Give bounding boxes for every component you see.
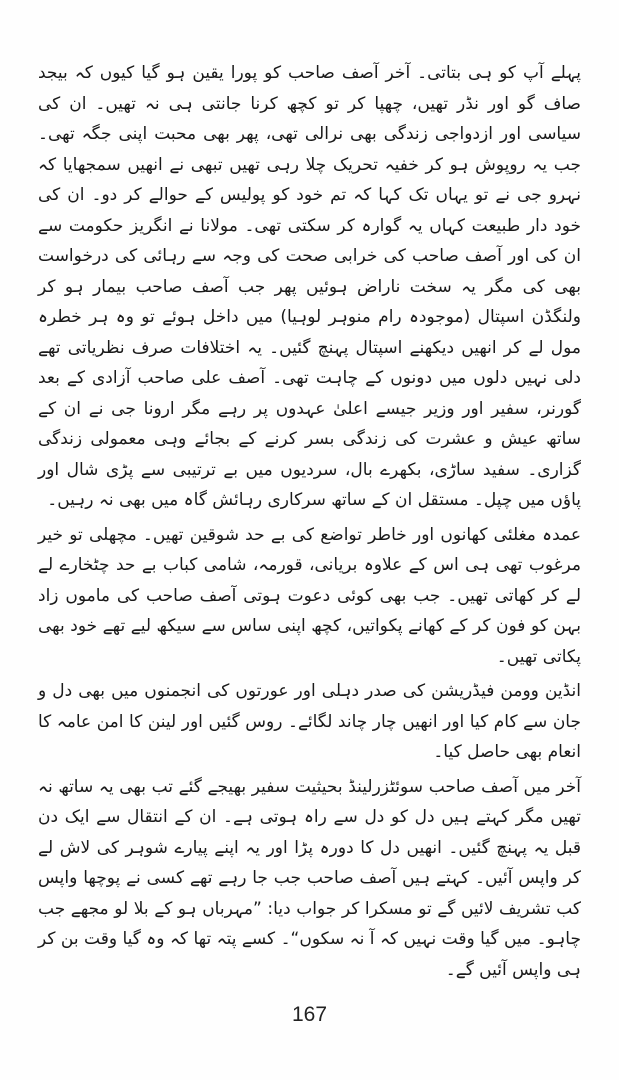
body-text (38, 58, 581, 985)
page-number: 167 (291, 1003, 328, 1026)
paragraph: عمدہ مغلئی کھانوں اور خاطر تواضع کی بے حد شوقین تھیں۔ مچھلی تو خیر مرغوب تھی ہی اس کے علاوہ بریانی، قورمہ، شامی کباب بے حد چٹخارے لے لے کر کھاتی تھیں۔ جب بھی کوئی دعوت ہوتی آصف صاحب کی ماموں زاد بہن کو فون کر کے کھانے پکواتیں، کچھ اپنی ساس سے سیکھ لیے تھے خود بھی پکاتی تھیں۔ (38, 524, 581, 667)
paragraph: پہلے آپ کو ہی بتاتی۔ آخر آصف صاحب کو پورا یقین ہو گیا کیوں کہ بیجد صاف گو اور نڈر تھیں، چھپا کر تو کچھ کرنا جانتی ہی نہ تھیں۔ ان کی سیاسی اور ازدواجی زندگی بھی نرالی تھی، پھر بھی محبت اپنی جگہ تھی۔ جب یہ روپوش ہو کر خفیہ تحریک چلا رہی تھیں تبھی نے انھیں سمجھایا کہ نہرو جی نے تو یہاں تک کہا کہ تم خود کو پولیس کے حوالے کر دو۔ ان کی خود دار طبیعت کہاں یہ گوارہ کر سکتی تھی۔ مولانا نے انگریز حکومت سے ان کی اور آصف صاحب کی خرابی صحت کی وجہ سے رہائی کی درخواست بھی کی مگر یہ سخت ناراض ہوئیں پھر جب آصف صاحب بیمار ہو کر ولنگڈن اسپتال (موجودہ رام منوہر لوہیا) میں داخل ہوئے تو وہ ہر خطرہ مول لے کر انھیں دیکھنے اسپتال پہنچ گئیں۔ یہ اختلافات صرف نظریاتی تھے دلی نہیں دلوں میں دونوں کے چاہت تھی۔ آصف علی صاحب آزادی کے بعد گورنر، سفیر اور وزیر جیسے اعلیٰ عہدوں پر رہے مگر ارونا جی نے ان کے ساتھ عیش و عشرت کی زندگی بسر کرنے کے بجائے وہی معمولی زندگی گزاری۔ سفید ساڑی، بکھرے بال، سردیوں میں بے ترتیبی سے پڑی شال اور پاؤں میں چپل۔ مستقل ان کے ساتھ سرکاری رہائش گاہ میں بھی نہ رہیں۔ (38, 63, 581, 510)
paragraph: انڈین وومن فیڈریشن کی صدر دہلی اور عورتوں کی انجمنوں میں بھی دل و جان سے کام کیا اور انھیں چار چاند لگائے۔ روس گئیں اور لینن کا امن عامہ کا انعام بھی حاصل کیا۔ (38, 681, 581, 762)
paragraph: آخر میں آصف صاحب سوئٹزرلینڈ بحیثیت سفیر بھیجے گئے تب بھی یہ ساتھ نہ تھیں مگر کہتے ہیں دل کو دل سے راہ ہوتی ہے۔ ان کے انتقال سے ایک دن قبل یہ پہنچ گئیں۔ انھیں دل کا دورہ پڑا اور یہ اپنے پیارے شوہر کی لاش لے کر واپس آئیں۔ کہتے ہیں آصف صاحب جب جا رہے تھے کسی نے پوچھا واپس کب تشریف لائیں گے تو مسکرا کر جواب دیا: ”مہرباں ہو کے بلا لو مجھے جب چاہو۔ میں گیا وقت نہیں کہ آ نہ سکوں“۔ کسے پتہ تھا کہ وہ گیا وقت بن کر ہی واپس آئیں گے۔ (38, 776, 581, 980)
